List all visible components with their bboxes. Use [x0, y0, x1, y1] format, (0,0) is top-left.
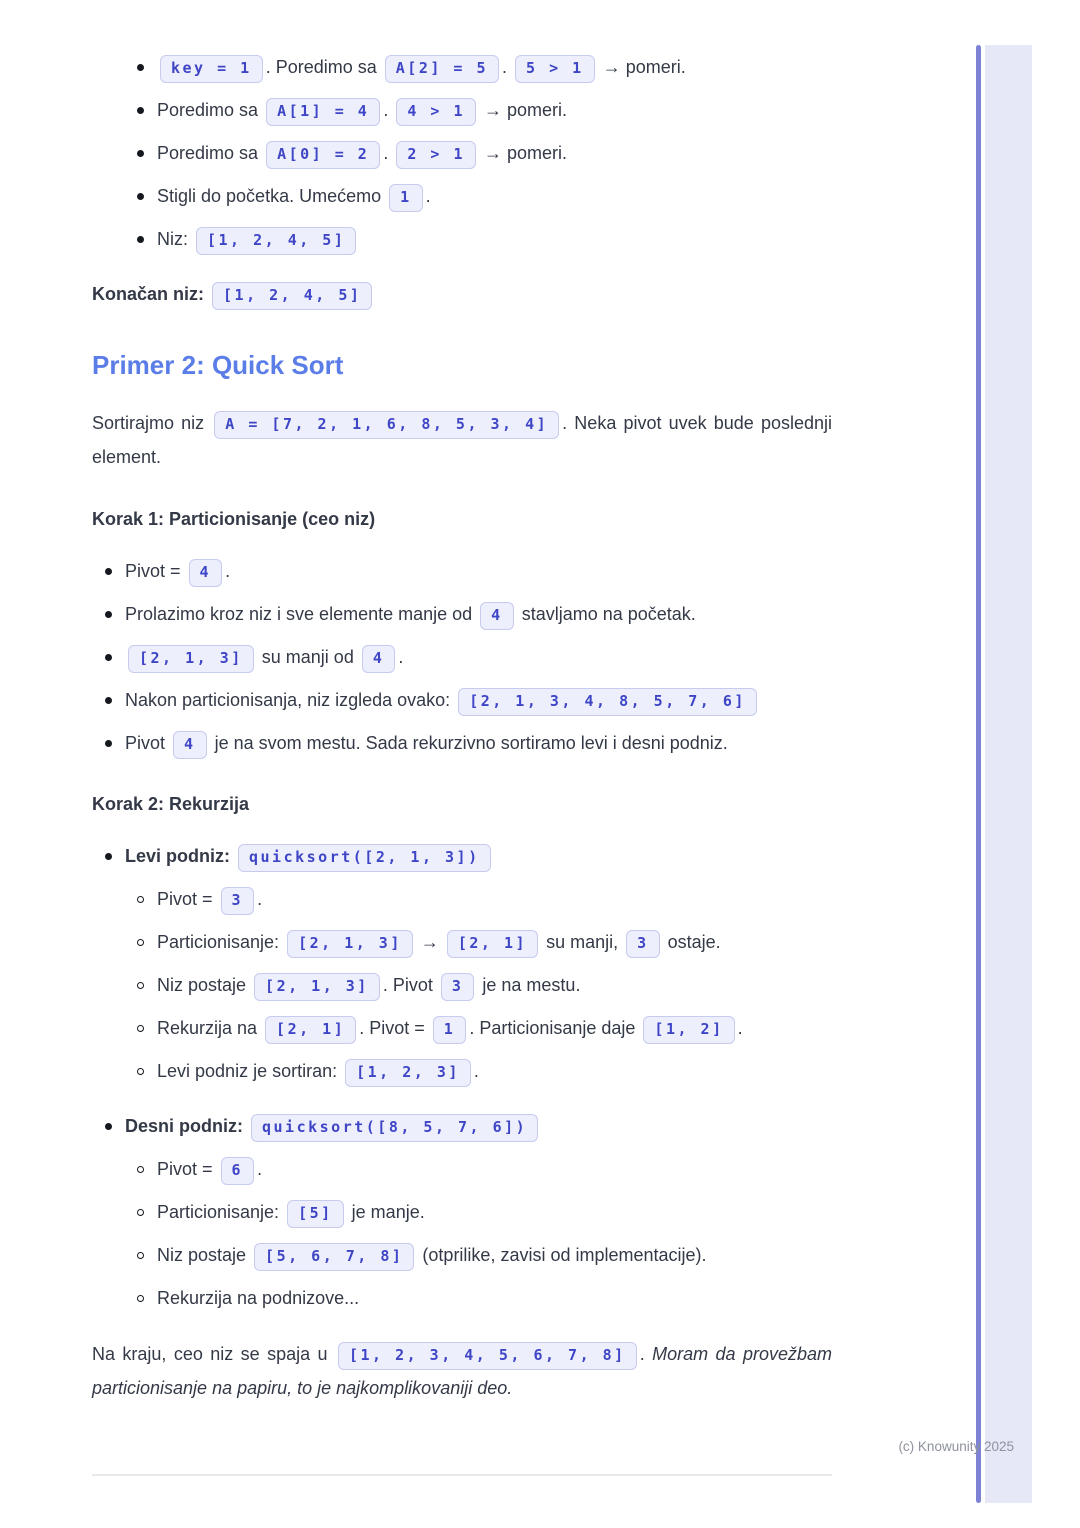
- code-chip: 3: [221, 887, 255, 915]
- list-item-content: [125, 846, 494, 866]
- code-chip: [2, 1, 3]: [287, 930, 413, 958]
- text-run: Nakon particionisanja, niz izgleda ovako:: [125, 690, 456, 710]
- code-chip: 4: [362, 645, 396, 673]
- list-item-content: [125, 733, 728, 753]
- scrollbar-thumb[interactable]: [976, 45, 981, 1503]
- disc-bullet-icon: [137, 64, 144, 71]
- text-run: → pomeri.: [597, 57, 686, 77]
- text-run: . Pivot =: [359, 1018, 430, 1038]
- disc-bullet-icon: [105, 697, 112, 704]
- text-run: su manji od: [256, 647, 359, 667]
- list-item: [92, 224, 832, 255]
- code-chip: A[0] = 2: [266, 141, 380, 169]
- text-run: Particionisanje:: [157, 1202, 285, 1222]
- list-item-content: [157, 1202, 425, 1222]
- text-run: je na svom mestu. Sada rekurzivno sortiramo levi i desni podniz.: [209, 733, 728, 753]
- text-run: je na mestu.: [477, 975, 581, 995]
- text-run: . Poredimo sa: [265, 57, 382, 77]
- list-item-content: [157, 932, 721, 952]
- disc-bullet-icon: [137, 107, 144, 114]
- code-chip: [2, 1]: [447, 930, 538, 958]
- italic-text: Moram da provežbam particionisanje na papiru, to je najkomplikovaniji deo.: [92, 1344, 832, 1398]
- subheading: [92, 789, 832, 819]
- code-chip: [5, 6, 7, 8]: [254, 1243, 414, 1271]
- bold-text: Desni podniz:: [125, 1116, 248, 1136]
- list-item-content: [157, 889, 262, 909]
- code-chip: [2, 1, 3, 4, 8, 5, 7, 6]: [458, 688, 757, 716]
- list-item: [92, 52, 832, 83]
- bold-text: Levi podniz:: [125, 846, 235, 866]
- text-run: .: [257, 889, 263, 909]
- text-run: →: [415, 932, 444, 952]
- circle-bullet-icon: [137, 1252, 144, 1259]
- disc-bullet-icon: [137, 150, 144, 157]
- text-run: ostaje.: [662, 932, 721, 952]
- code-chip: 3: [441, 973, 475, 1001]
- code-chip: 1: [433, 1016, 467, 1044]
- code-chip: 4: [189, 559, 223, 587]
- code-chip: [1, 2]: [643, 1016, 734, 1044]
- text-run: Poredimo sa: [157, 100, 264, 120]
- list-item-content: [125, 561, 230, 581]
- subheading: [92, 504, 832, 534]
- code-chip: 3: [626, 930, 660, 958]
- code-chip: [2, 1, 3]: [128, 645, 254, 673]
- list-item: [92, 95, 832, 126]
- text-run: Pivot =: [125, 561, 186, 581]
- list-item: [92, 599, 832, 630]
- text-run: .: [257, 1159, 263, 1179]
- circle-bullet-icon: [137, 1209, 144, 1216]
- paragraph: [92, 279, 832, 310]
- text-run: Niz postaje: [157, 975, 252, 995]
- list-item: [92, 181, 832, 212]
- text-run: Niz:: [157, 229, 193, 249]
- code-chip: quicksort([2, 1, 3]): [238, 844, 491, 872]
- circle-bullet-icon: [137, 1025, 144, 1032]
- circle-bullet-icon: [137, 1068, 144, 1075]
- code-chip: A = [7, 2, 1, 6, 8, 5, 3, 4]: [214, 411, 559, 439]
- list-item-content: [157, 1061, 479, 1081]
- code-chip: 5 > 1: [515, 55, 595, 83]
- text-run: .: [737, 1018, 743, 1038]
- circle-bullet-icon: [137, 982, 144, 989]
- text-run: .: [502, 57, 513, 77]
- text-run: . Particionisanje daje: [469, 1018, 641, 1038]
- code-chip: [1, 2, 3]: [345, 1059, 471, 1087]
- list-item: [92, 1013, 832, 1044]
- list-item: [92, 1154, 832, 1185]
- code-chip: [1, 2, 3, 4, 5, 6, 7, 8]: [338, 1342, 637, 1370]
- text-run: Particionisanje:: [157, 932, 285, 952]
- text-run: Pivot =: [157, 889, 218, 909]
- circle-bullet-icon: [137, 896, 144, 903]
- disc-bullet-icon: [105, 568, 112, 575]
- circle-bullet-icon: [137, 1295, 144, 1302]
- disc-bullet-icon: [137, 193, 144, 200]
- code-chip: 6: [221, 1157, 255, 1185]
- list-item-content: [157, 186, 431, 206]
- text-run: .: [225, 561, 231, 581]
- list-item: [92, 927, 832, 958]
- list-item-content: [125, 1116, 541, 1136]
- text-run: .: [639, 1344, 653, 1364]
- paragraph: [92, 406, 832, 474]
- list-item-content: [157, 1245, 707, 1265]
- text-run: . Pivot: [382, 975, 438, 995]
- section-heading: [92, 348, 832, 382]
- text-run: su manji,: [541, 932, 624, 952]
- list-item-content: [125, 604, 696, 624]
- text-run: Poredimo sa: [157, 143, 264, 163]
- list-item: [92, 728, 832, 759]
- text-run: Primer 2: Quick Sort: [92, 350, 344, 380]
- list-item-content: [157, 143, 567, 163]
- text-run: .: [398, 647, 404, 667]
- text-run: Stigli do početka. Umećemo: [157, 186, 387, 206]
- disc-bullet-icon: [105, 654, 112, 661]
- list-item: [92, 556, 832, 587]
- list-item-content: [157, 57, 686, 77]
- list-item: [92, 642, 832, 673]
- list-item: [92, 1240, 832, 1271]
- disc-bullet-icon: [105, 740, 112, 747]
- text-run: Levi podniz je sortiran:: [157, 1061, 343, 1081]
- text-run: Niz postaje: [157, 1245, 252, 1265]
- code-chip: [2, 1]: [265, 1016, 356, 1044]
- text-run: .: [425, 186, 431, 206]
- disc-bullet-icon: [105, 611, 112, 618]
- bold-text: Konačan niz:: [92, 284, 210, 304]
- paragraph: [92, 1337, 832, 1405]
- text-run: je manje.: [346, 1202, 425, 1222]
- code-chip: key = 1: [160, 55, 263, 83]
- list-item: [92, 1056, 832, 1087]
- list-item-content: [125, 647, 403, 667]
- document-content: [92, 52, 832, 1405]
- list-item: [92, 1283, 832, 1313]
- list-item-content: [125, 690, 760, 710]
- text-run: → pomeri.: [478, 143, 568, 163]
- code-chip: 2 > 1: [396, 141, 476, 169]
- list-item-content: [157, 100, 567, 120]
- list-item: [92, 841, 832, 872]
- code-chip: [1, 2, 4, 5]: [212, 282, 372, 310]
- text-run: (otprilike, zavisi od implementacije).: [417, 1245, 707, 1265]
- list-item: [92, 138, 832, 169]
- code-chip: 4: [480, 602, 514, 630]
- list-item-content: [157, 975, 580, 995]
- scrollbar-track[interactable]: [985, 45, 1032, 1503]
- code-chip: 1: [389, 184, 423, 212]
- code-chip: [1, 2, 4, 5]: [196, 227, 356, 255]
- list-item: [92, 884, 832, 915]
- code-chip: 4 > 1: [396, 98, 476, 126]
- disc-bullet-icon: [105, 1123, 112, 1130]
- text-run: Sortirajmo niz: [92, 413, 212, 433]
- list-item: [92, 685, 832, 716]
- text-run: Na kraju, ceo niz se spaja u: [92, 1344, 335, 1364]
- text-run: Rekurzija na podnizove...: [157, 1288, 360, 1308]
- code-chip: A[2] = 5: [385, 55, 499, 83]
- list-item: [92, 1197, 832, 1228]
- code-chip: [2, 1, 3]: [254, 973, 380, 1001]
- circle-bullet-icon: [137, 939, 144, 946]
- list-item-content: [157, 229, 359, 249]
- text-run: .: [383, 100, 394, 120]
- text-run: → pomeri.: [478, 100, 568, 120]
- bold-text: Korak 2: Rekurzija: [92, 794, 250, 814]
- text-run: . Neka pivot uvek bude poslednji element.: [92, 413, 832, 467]
- text-run: .: [383, 143, 394, 163]
- list-item-content: [157, 1018, 743, 1038]
- disc-bullet-icon: [105, 853, 112, 860]
- list-item: [92, 970, 832, 1001]
- text-run: Rekurzija na: [157, 1018, 263, 1038]
- list-item: [92, 1111, 832, 1142]
- disc-bullet-icon: [137, 236, 144, 243]
- text-run: stavljamo na početak.: [516, 604, 696, 624]
- circle-bullet-icon: [137, 1166, 144, 1173]
- list-item-content: [157, 1288, 359, 1308]
- bold-text: Korak 1: Particionisanje (ceo niz): [92, 509, 376, 529]
- text-run: Pivot: [125, 733, 171, 753]
- code-chip: quicksort([8, 5, 7, 6]): [251, 1114, 538, 1142]
- footer-copyright: (c) Knowunity 2025: [898, 1439, 1014, 1454]
- code-chip: A[1] = 4: [266, 98, 380, 126]
- text-run: .: [473, 1061, 479, 1081]
- text-run: Prolazimo kroz niz i sve elemente manje od: [125, 604, 478, 624]
- text-run: Pivot =: [157, 1159, 218, 1179]
- code-chip: [5]: [287, 1200, 344, 1228]
- list-item-content: [157, 1159, 262, 1179]
- section-divider: [92, 1474, 832, 1476]
- code-chip: 4: [173, 731, 207, 759]
